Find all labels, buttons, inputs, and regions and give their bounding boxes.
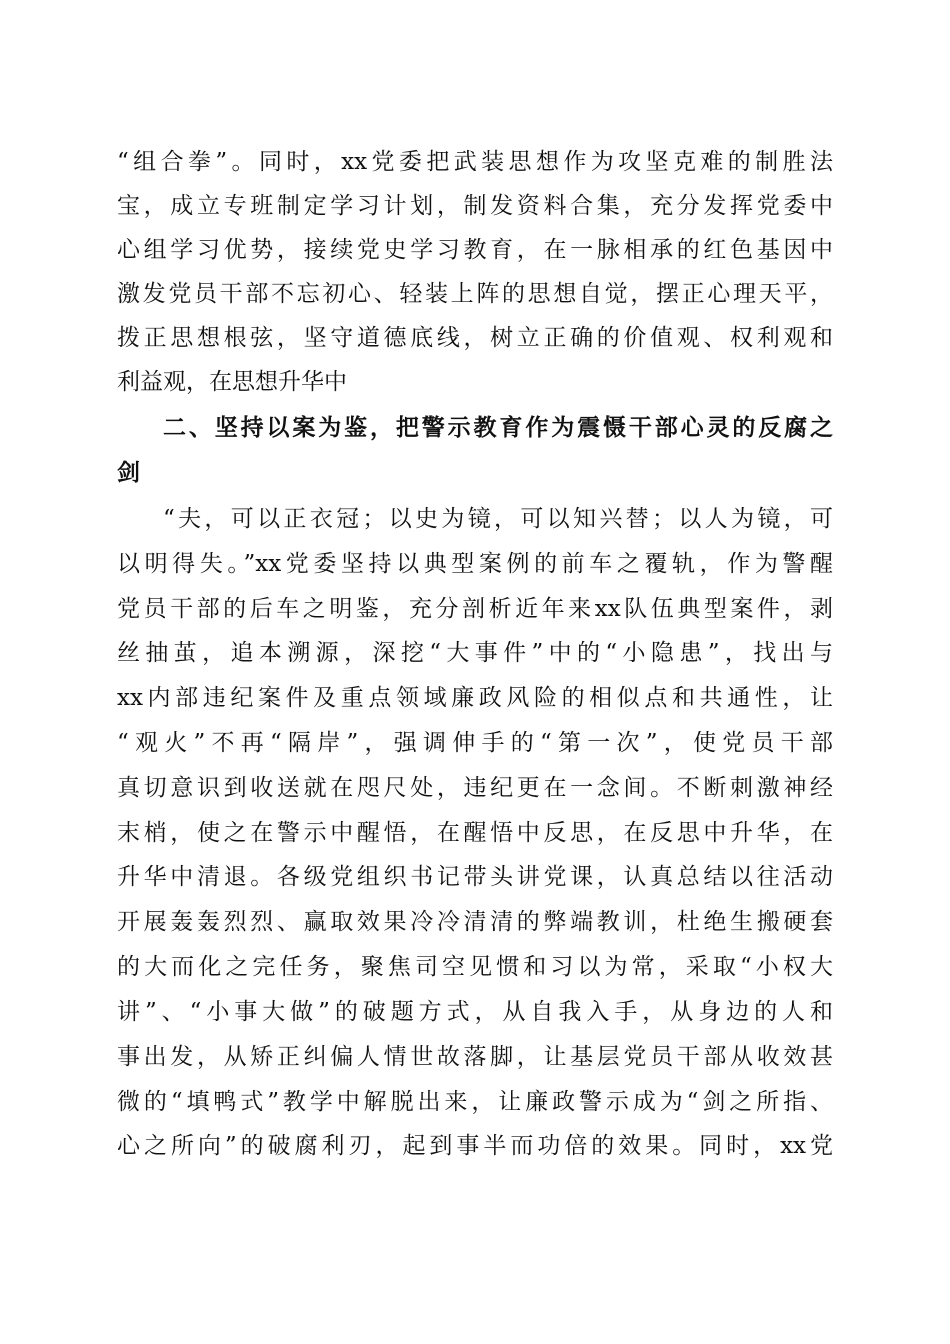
section-heading-line-2: 剑: [117, 460, 140, 486]
paragraph-1-line-1: “组合拳”。同时，xx党委把武装思想作为攻坚克难的制胜法: [117, 149, 833, 175]
paragraph-1-line-4: 激发党员干部不忘初心、轻装上阵的思想自觉，摆正心理天平，: [117, 281, 833, 307]
paragraph-1-line-3: 心组学习优势，接续党史学习教育，在一脉相承的红色基因中: [117, 237, 833, 263]
section-heading-line-1: 二、坚持以案为鉴，把警示教育作为震慑干部心灵的反腐之: [163, 415, 833, 441]
paragraph-2-line-1: “夫，可以正衣冠；以史为镜，可以知兴替；以人为镜，可: [163, 506, 833, 532]
paragraph-2-line-15: 心之所向”的破腐利刃，起到事半而功倍的效果。同时，xx党: [117, 1133, 833, 1159]
paragraph-1-line-6: 利益观，在思想升华中: [117, 369, 347, 395]
paragraph-2-line-5: xx内部违纪案件及重点领域廉政风险的相似点和共通性，让: [117, 685, 833, 711]
paragraph-1-line-2: 宝，成立专班制定学习计划，制发资料合集，充分发挥党委中: [117, 193, 833, 219]
paragraph-2-line-14: 微的“填鸭式”教学中解脱出来，让廉政警示成为“剑之所指、: [117, 1089, 833, 1115]
paragraph-2-line-9: 升华中清退。各级党组织书记带头讲党课，认真总结以往活动: [117, 864, 833, 890]
paragraph-2-line-10: 开展轰轰烈烈、赢取效果冷冷清清的弊端教训，杜绝生搬硬套: [117, 909, 833, 935]
paragraph-2-line-8: 末梢，使之在警示中醒悟，在醒悟中反思，在反思中升华，在: [117, 820, 833, 846]
paragraph-2-line-2: 以明得失。”xx党委坚持以典型案例的前车之覆轨，作为警醒: [117, 551, 833, 577]
paragraph-2-line-13: 事出发，从矫正纠偏人情世故落脚，让基层党员干部从收效甚: [117, 1044, 833, 1070]
paragraph-2-line-4: 丝抽茧，追本溯源，深挖“大事件”中的“小隐患”，找出与: [117, 640, 833, 666]
paragraph-2-line-6: “观火”不再“隔岸”，强调伸手的“第一次”，使党员干部: [117, 730, 833, 756]
paragraph-1-line-5: 拨正思想根弦，坚守道德底线，树立正确的价值观、权利观和: [117, 325, 833, 351]
paragraph-2-line-11: 的大而化之完任务，聚焦司空见惯和习以为常，采取“小权大: [117, 954, 833, 980]
paragraph-2-line-12: 讲”、“小事大做”的破题方式，从自我入手，从身边的人和: [117, 999, 833, 1025]
paragraph-2-line-7: 真切意识到收送就在咫尺处，违纪更在一念间。不断刺激神经: [117, 775, 833, 801]
paragraph-2-line-3: 党员干部的后车之明鉴，充分剖析近年来xx队伍典型案件，剥: [117, 596, 833, 622]
